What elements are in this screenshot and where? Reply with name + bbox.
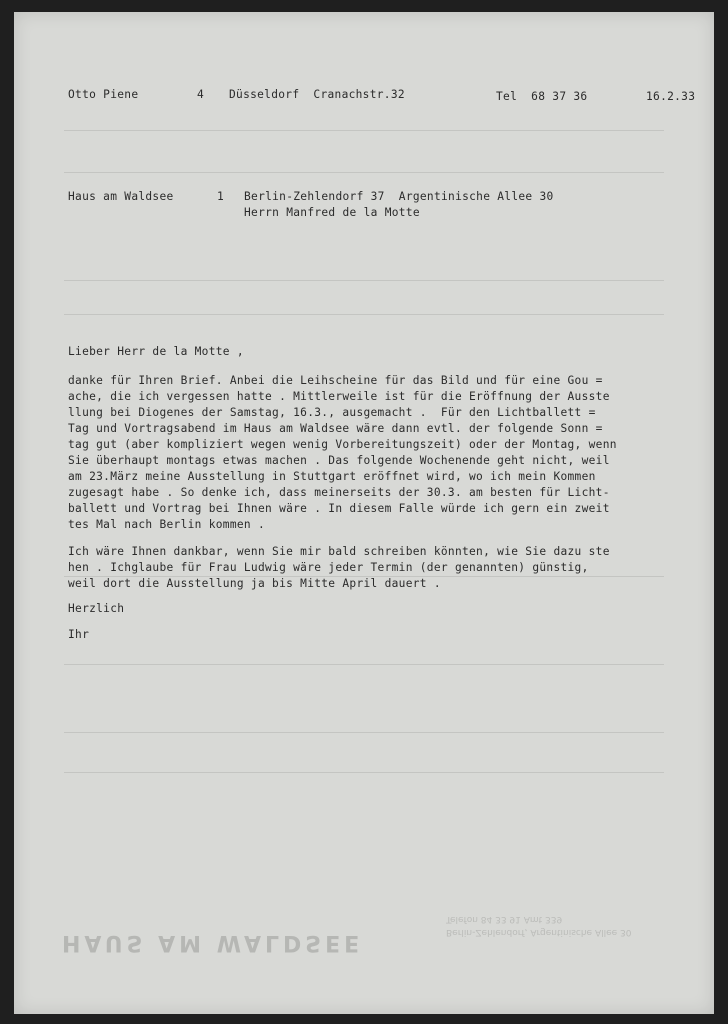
letterhead-address-showthrough xyxy=(446,912,632,938)
body-line: hen . Ichglaube für Frau Ludwig wäre jeder Termin (der genannten) günstig, xyxy=(68,561,589,574)
signature: Ihr xyxy=(68,628,90,641)
body-line: Ich wäre Ihnen dankbar, wenn Sie mir bald schreiben könnten, wie Sie dazu ste xyxy=(68,545,610,558)
recipient-person: Herrn Manfred de la Motte xyxy=(244,206,420,219)
body-line: am 23.März meine Ausstellung in Stuttgart eröffnet wird, wo ich mein Kommen xyxy=(68,470,596,483)
body-line: ballett und Vortrag bei Ihnen wäre . In diesem Falle würde ich gern ein zweit xyxy=(68,502,610,515)
body-line: llung bei Diogenes der Samstag, 16.3., ausgemacht . Für den Lichtballett = xyxy=(68,406,596,419)
body-line: weil dort die Ausstellung ja bis Mitte April dauert . xyxy=(68,577,441,590)
recipient-postal-code: 1 xyxy=(217,190,225,203)
body-line: Sie überhaupt montags etwas machen . Das folgende Wochenende geht nicht, weil xyxy=(68,454,610,467)
closing: Herzlich xyxy=(68,602,125,615)
form-rule xyxy=(64,664,664,665)
sender-postal-code: 4 xyxy=(197,88,205,101)
letter-date: 16.2.33 xyxy=(646,90,696,103)
body-line: danke für Ihren Brief. Anbei die Leihscheine für das Bild und für eine Gou = xyxy=(68,374,603,387)
form-rule xyxy=(64,280,664,281)
body-line: tag gut (aber kompliziert wegen wenig Vorbereitungszeit) oder der Montag, wenn xyxy=(68,438,617,451)
form-rule xyxy=(64,772,664,773)
recipient-address: Berlin-Zehlendorf 37 Argentinische Allee 30 xyxy=(244,190,554,203)
form-rule xyxy=(64,130,664,131)
letterhead-address-line: Telefon 84 33 91 Amt 339 xyxy=(446,914,563,924)
body-line: tes Mal nach Berlin kommen . xyxy=(68,518,265,531)
salutation: Lieber Herr de la Motte , xyxy=(68,345,244,358)
letterhead-address-line: Berlin-Zehlendorf, Argentinische Allee 30 xyxy=(446,927,632,937)
sender-address: Düsseldorf Cranachstr.32 xyxy=(229,88,405,101)
body-line: zugesagt habe . So denke ich, dass meinerseits der 30.3. am besten für Licht- xyxy=(68,486,610,499)
form-rule xyxy=(64,732,664,733)
letter-page xyxy=(14,12,714,1014)
form-rule xyxy=(64,172,664,173)
letterhead-brand-showthrough: HAUS AM WALDSEE xyxy=(62,930,364,955)
sender-phone: Tel 68 37 36 xyxy=(496,90,588,103)
body-line: ache, die ich vergessen hatte . Mittlerweile ist für die Eröffnung der Ausste xyxy=(68,390,610,403)
form-rule xyxy=(64,314,664,315)
body-line: Tag und Vortragsabend im Haus am Waldsee wäre dann evtl. der folgende Sonn = xyxy=(68,422,603,435)
recipient-institution: Haus am Waldsee xyxy=(68,190,174,203)
sender-name: Otto Piene xyxy=(68,88,139,101)
